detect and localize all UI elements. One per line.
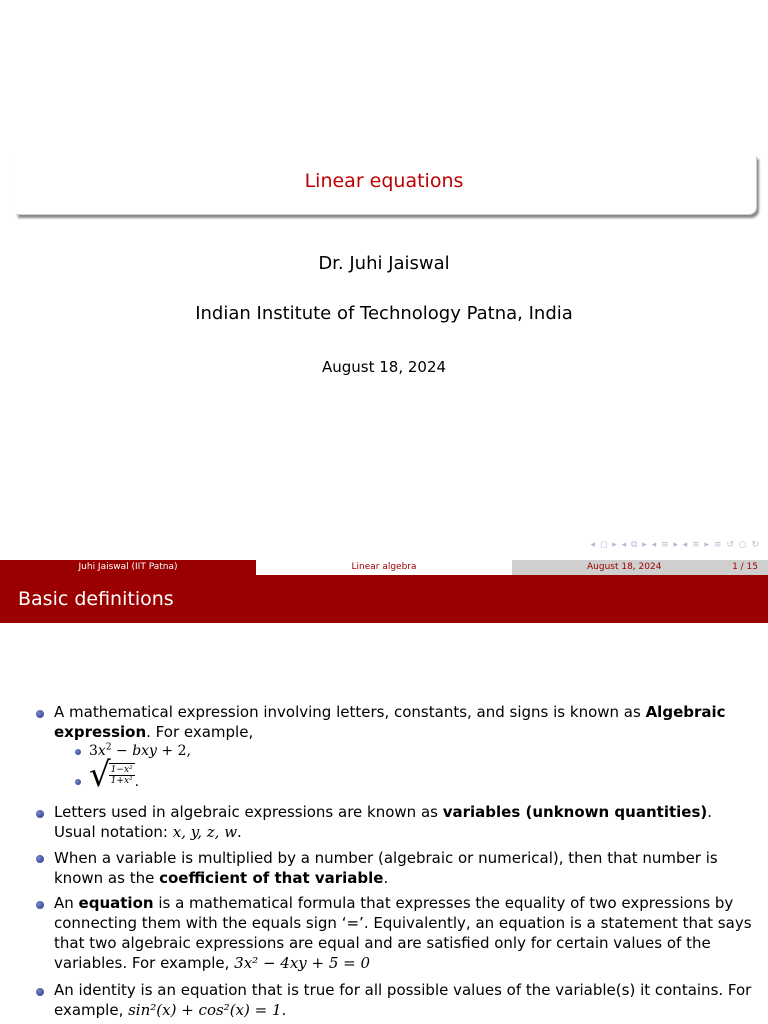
- footer-course: Linear algebra: [256, 560, 512, 575]
- footer-date-page: [512, 560, 768, 575]
- sub-bullet-icon: [75, 749, 81, 755]
- term-variables: variables (unknown quantities): [442, 803, 708, 821]
- institute-name: Indian Institute of Technology Patna, India: [195, 303, 573, 324]
- sub-bullet-icon: [75, 779, 81, 785]
- slide-header: [0, 575, 768, 623]
- bullet-identity: An identity is an equation that is true for all possible values of the variable(s) it contains. For example, sin²(x) + cos²(x) = 1.: [54, 981, 752, 1019]
- presentation-date: August 18, 2024: [321, 358, 447, 376]
- example-expression-1: $3x^2$ − bxy + 2,: [89, 742, 191, 759]
- fraction: $\frac{\text{1−x²}}{\text{1+x²}}$: [110, 765, 133, 786]
- bullet-equation: An equation is a mathematical formula that expresses the equality of two expressions by connecting them with the equals sign ‘=’. Equivalently, an equation is a statement that says that two algebraic expressions are equal and are satisfied only for certain values of the variables. For example, 3x² − 4xy + 5 = 0: [54, 894, 752, 972]
- term-equation: equation: [78, 894, 154, 912]
- author-name: Dr. Juhi Jaiswal: [318, 253, 450, 274]
- footer-date: August 18, 2024: [587, 562, 662, 572]
- beamer-navigation-icons[interactable]: ◂ ◻ ▸ ◂ ⧉ ▸ ◂ ≡ ▸ ◂ ≡ ▸ ≡ ↺ ○ ↻: [590, 540, 760, 550]
- bullet-icon: [36, 901, 44, 909]
- bullet-icon: [36, 710, 44, 718]
- term-coefficient: coefficient of that variable: [159, 869, 384, 887]
- bullet-icon: [36, 810, 44, 818]
- bullet-algebraic-expression: A mathematical expression involving letters, constants, and signs is known as Algebraic expression. For example,: [54, 703, 726, 741]
- footer-author: Juhi Jaiswal (IIT Patna): [0, 560, 256, 575]
- square-root: √ $\frac{\text{1−x²}}{\text{1+x²}}$: [89, 755, 133, 795]
- slide-footer: [0, 560, 768, 575]
- bullet-variables: Letters used in algebraic expressions are known as variables (unknown quantities). Usual notation: x, y, z, w.: [54, 803, 713, 841]
- bullet-coefficient: When a variable is multiplied by a number (algebraic or numerical), then that number is known as the coefficient of that variable.: [54, 849, 718, 887]
- presentation-title: Linear equations: [304, 170, 464, 192]
- term-algebraic-expression: Algebraic expression: [54, 703, 726, 741]
- footer-page-number: 1 / 15: [732, 562, 758, 572]
- bullet-icon: [36, 855, 44, 863]
- slide-title: Basic definitions: [18, 588, 174, 610]
- example-expression-2: √ $\frac{\text{1−x²}}{\text{1+x²}}$ .: [89, 755, 140, 795]
- bullet-icon: [36, 988, 44, 996]
